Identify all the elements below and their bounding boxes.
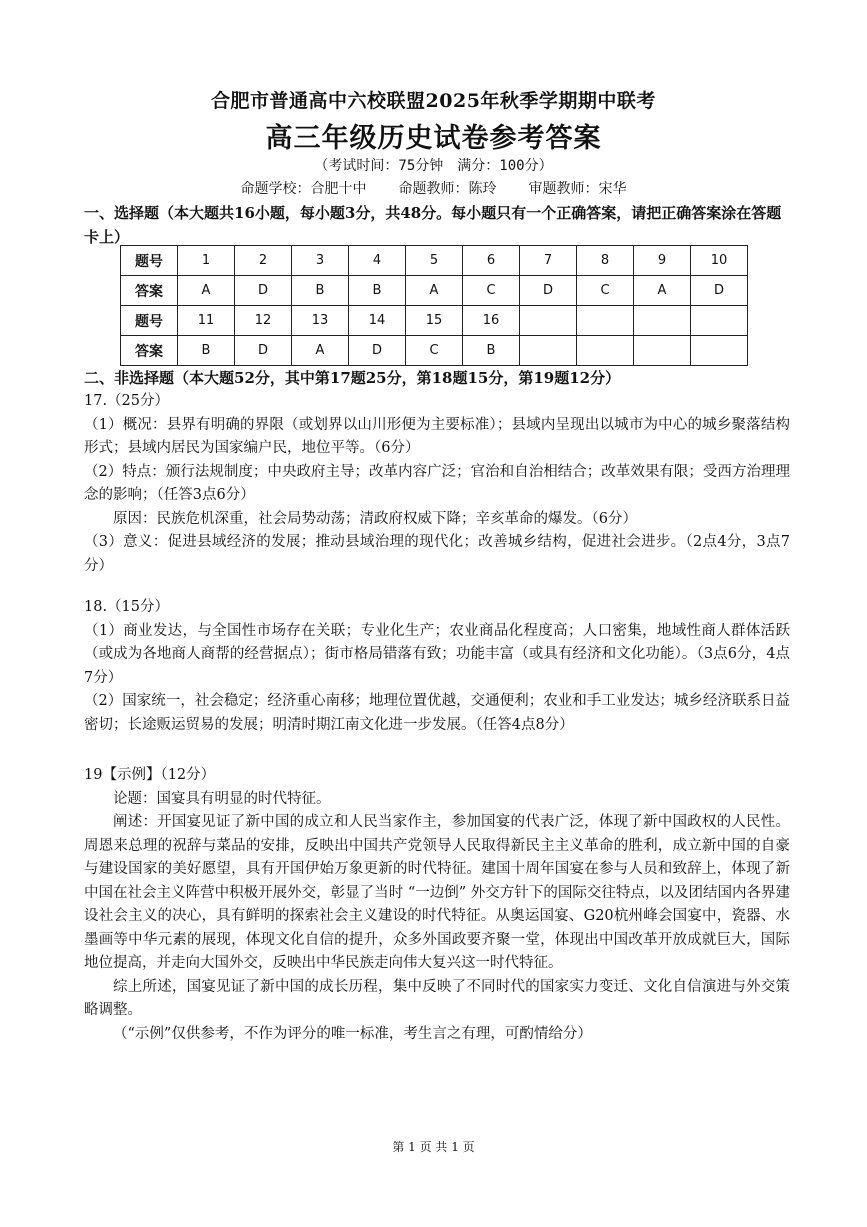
question-number: 11	[178, 306, 235, 336]
row-label-answer: 答案	[121, 276, 178, 306]
answer-cell: C	[463, 276, 520, 306]
question-19-title: 19【示例】（12分）	[84, 767, 216, 783]
question-18-answer	[84, 596, 790, 737]
question-number: 5	[406, 246, 463, 276]
table-row	[121, 276, 748, 306]
answer-cell: A	[406, 276, 463, 306]
question-17-answer	[84, 390, 790, 578]
question-number	[520, 306, 577, 336]
question-17-part3: （3）意义：促进县域经济的发展；推动县域治理的现代化；改善城乡结构，促进社会进步。（2点4分，3点7分）	[84, 534, 790, 574]
question-number: 13	[292, 306, 349, 336]
question-19-exposition: 阐述：开国宴见证了新中国的成立和人民当家作主，参加国宴的代表广泛，体现了新中国政权的人民性。周恩来总理的祝辞与菜品的安排，反映出中国共产党领导人民取得新民主主义革命的胜利，成立新中国的自豪与建设国家的美好愿望，具有开国伊始万象更新的时代特征。建国十周年国宴在参与人员和致辞上，体现了新中国在社会主义阵营中积极开展外交，彰显了当时 “一边倒” 外交方针下的国际交往特点，以及团结国内各界建设社会主义的决心，具有鲜明的探索社会主义建设的时代特征。从奥运国宴、G20杭州峰会国宴中，瓷器、水墨画等中华元素的展现，体现文化自信的提升，众多外国政要齐聚一堂，体现出中国改革开放成就巨大，国际地位提高，并走向大国外交，反映出中华民族走向伟大复兴这一时代特征。	[84, 814, 790, 971]
answer-cell: B	[178, 336, 235, 366]
answer-cell	[577, 336, 634, 366]
question-19-answer	[84, 764, 790, 1046]
answer-cell: D	[520, 276, 577, 306]
table-row	[121, 336, 748, 366]
question-17-part1: （1）概况：县界有明确的界限（或划界以山川形便为主要标准）；县域内呈现出以城市为中心的城乡聚落结构形式；县域内居民为国家编户民，地位平等。（6分）	[84, 416, 790, 456]
question-number: 6	[463, 246, 520, 276]
question-number: 15	[406, 306, 463, 336]
question-number	[691, 306, 748, 336]
exam-info: （考试时间：75分钟 满分：100分）	[314, 158, 553, 174]
question-18-part2: （2）国家统一，社会稳定；经济重心南移；地理位置优越，交通便利；农业和手工业发达；城乡经济联系日益密切；长途贩运贸易的发展；明清时期江南文化进一步发展。（任答4点8分）	[84, 693, 790, 733]
author-label: 命题教师：陈玲	[398, 181, 497, 197]
answer-cell: A	[178, 276, 235, 306]
question-number: 14	[349, 306, 406, 336]
question-19-note: （“示例”仅供参考，不作为评分的唯一标准，考生言之有理，可酌情给分）	[113, 1025, 592, 1042]
reviewer-label: 审题教师：宋华	[528, 181, 627, 197]
question-18-title: 18.（15分）	[84, 599, 170, 615]
table-row	[121, 306, 748, 336]
row-label-question: 题号	[121, 306, 178, 336]
question-19-thesis: 论题：国宴具有明显的时代特征。	[113, 790, 331, 807]
question-number	[577, 306, 634, 336]
school-label: 命题学校：合肥十中	[240, 181, 367, 197]
answer-cell: D	[349, 336, 406, 366]
row-label-question: 题号	[121, 246, 178, 276]
question-18-part1: （1）商业发达，与全国性市场存在关联；专业化生产；农业商品化程度高；人口密集，地域性商人群体活跃（或成为各地商人商帮的经营据点）；街市格局错落有致；功能丰富（或具有经济和文化功能）。（3点6分，4点7分）	[84, 622, 790, 686]
question-number: 10	[691, 246, 748, 276]
question-number: 3	[292, 246, 349, 276]
answer-cell: D	[691, 276, 748, 306]
question-number: 8	[577, 246, 634, 276]
answer-cell	[691, 336, 748, 366]
answer-key-title: 高三年级历史试卷参考答案	[265, 123, 602, 154]
exam-union-title: 合肥市普通高中六校联盟2025年秋季学期期中联考	[211, 90, 656, 112]
section2-heading: 二、非选择题（本大题52分，其中第17题25分，第18题15分，第19题12分）	[84, 369, 621, 387]
question-number: 9	[634, 246, 691, 276]
row-label-answer: 答案	[121, 336, 178, 366]
answer-cell: B	[292, 276, 349, 306]
question-17-title: 17.（25分）	[84, 393, 170, 409]
answer-cell: C	[577, 276, 634, 306]
question-number: 2	[235, 246, 292, 276]
question-number: 4	[349, 246, 406, 276]
question-number	[634, 306, 691, 336]
answer-table	[120, 245, 748, 366]
question-17-part2: （2）特点：颁行法规制度；中央政府主导；改革内容广泛；官治和自治相结合；改革效果有限；受西方治理理念的影响；（任答3点6分）	[84, 463, 790, 503]
question-17-reasons: 原因：民族危机深重，社会局势动荡；清政府权威下降；辛亥革命的爆发。（6分）	[113, 510, 637, 527]
answer-cell: D	[235, 276, 292, 306]
question-number: 16	[463, 306, 520, 336]
answer-cell: A	[634, 276, 691, 306]
page-number: 第 1 页 共 1 页	[392, 1140, 475, 1154]
question-number: 1	[178, 246, 235, 276]
answer-cell: A	[292, 336, 349, 366]
answer-cell: D	[235, 336, 292, 366]
answer-cell: B	[349, 276, 406, 306]
question-number: 7	[520, 246, 577, 276]
question-19-conclusion: 综上所述，国宴见证了新中国的成长历程，集中反映了不同时代的国家实力变迁、文化自信演进与外交策略调整。	[84, 978, 790, 1018]
table-row	[121, 246, 748, 276]
answer-cell: B	[463, 336, 520, 366]
section1-heading: 一、选择题（本大题共16小题，每小题3分，共48分。每小题只有一个正确答案，请把正确答案涂在答题卡上）	[84, 204, 782, 246]
answer-cell	[634, 336, 691, 366]
question-number: 12	[235, 306, 292, 336]
answer-cell: C	[406, 336, 463, 366]
answer-cell	[520, 336, 577, 366]
authors-line	[0, 178, 867, 198]
